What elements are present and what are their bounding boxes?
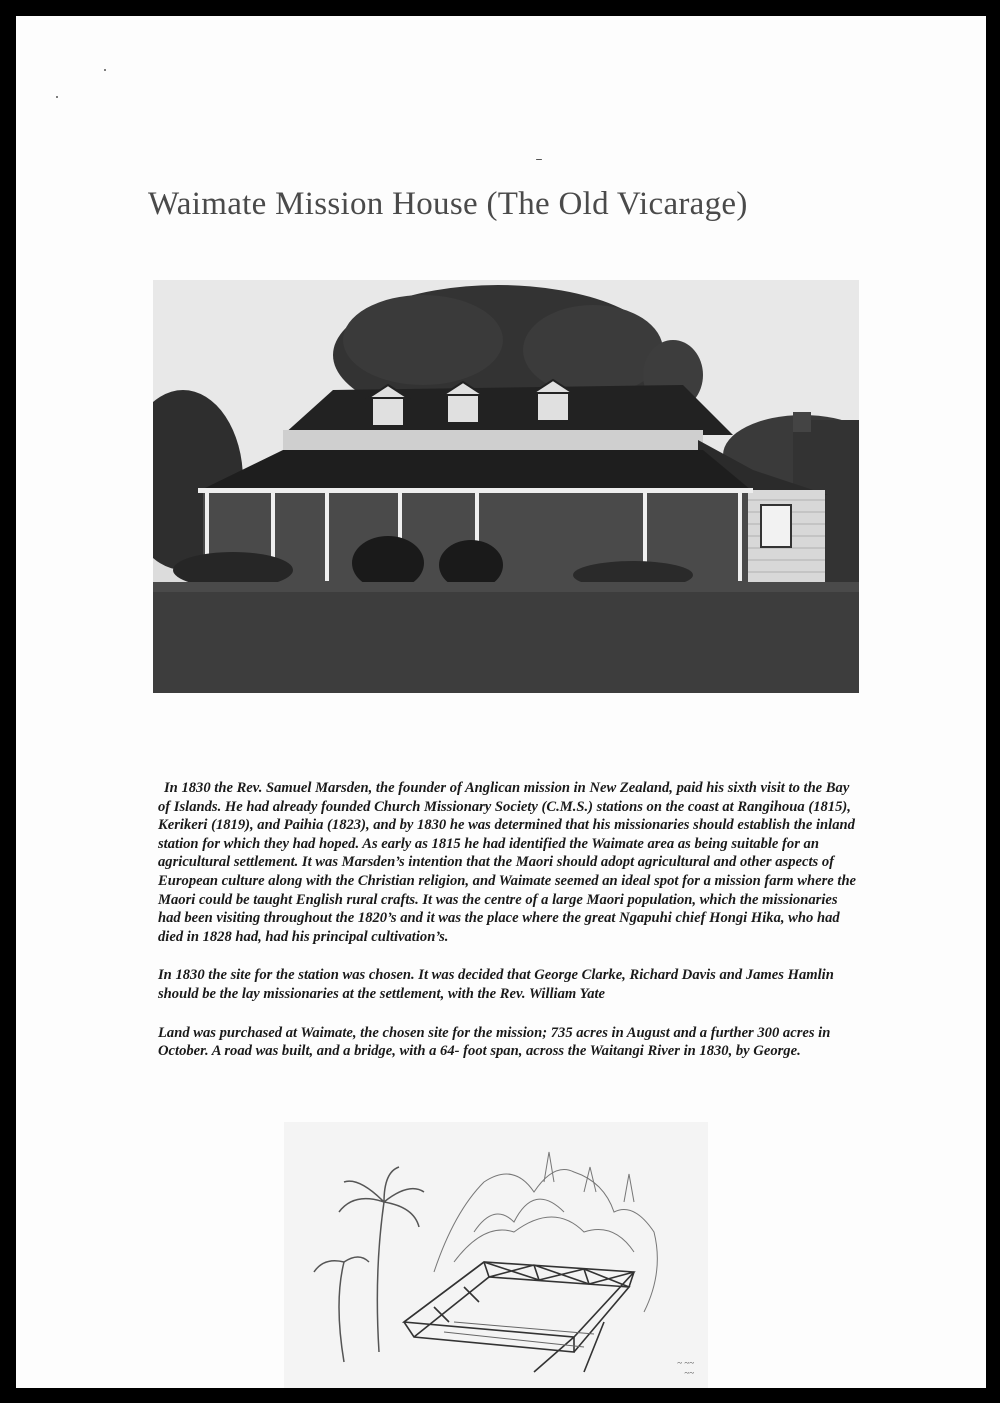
paragraph-land-purchased: Land was purchased at Waimate, the chosen site for the mission; 735 acres in August and a further 300 acres in October. A road was built, and a bridge, with a 64- foot span, across the Waitangi River in 1830, by George. bbox=[158, 1024, 831, 1060]
mission-house-photo bbox=[153, 280, 859, 693]
scan-speck bbox=[536, 159, 542, 160]
document-page bbox=[16, 16, 986, 1388]
page-title: Waimate Mission House (The Old Vicarage) bbox=[148, 186, 748, 222]
bridge-sketch-image bbox=[284, 1122, 708, 1388]
scan-speck bbox=[104, 69, 106, 71]
paragraph-marsden: In 1830 the Rev. Samuel Marsden, the founder of Anglican mission in New Zealand, paid his sixth visit to the Bay of Islands. He had already founded Church Missionary Society (C.M.S.) stations on the coast at Rangihoua (1815), Kerikeri (1819), and Paihia (1823), and by 1830 he was determined that his missionaries should establish the inland station for which they had hoped. As early as 1815 he had identified the Waimate area as being suitable for an agricultural settlement. It was Marsden’s intention that the Maori should adopt agricultural and other aspects of European culture along with the Christian religion, and Waimate seemed an ideal spot for a mission farm where the Maori could be taught English rural crafts. It was the centre of a large Maori population, which the missionaries had been visiting throughout the 1820’s and it was the place where the great Ngapuhi chief Hongi Hika, who had died in 1828 had, had his principal cultivation’s. bbox=[158, 780, 857, 945]
artist-signature: ~ ~~ ~~ bbox=[677, 1358, 694, 1378]
paragraph-site-chosen: In 1830 the site for the station was chosen. It was decided that George Clarke, Richard Davis and James Hamlin should be the lay missionaries at the settlement, with the Rev. William Yate bbox=[158, 967, 834, 1002]
bridge-sketch bbox=[284, 1122, 708, 1388]
mission-house-photo-image bbox=[153, 280, 859, 693]
body-text bbox=[158, 779, 858, 1081]
scan-speck bbox=[56, 96, 58, 98]
